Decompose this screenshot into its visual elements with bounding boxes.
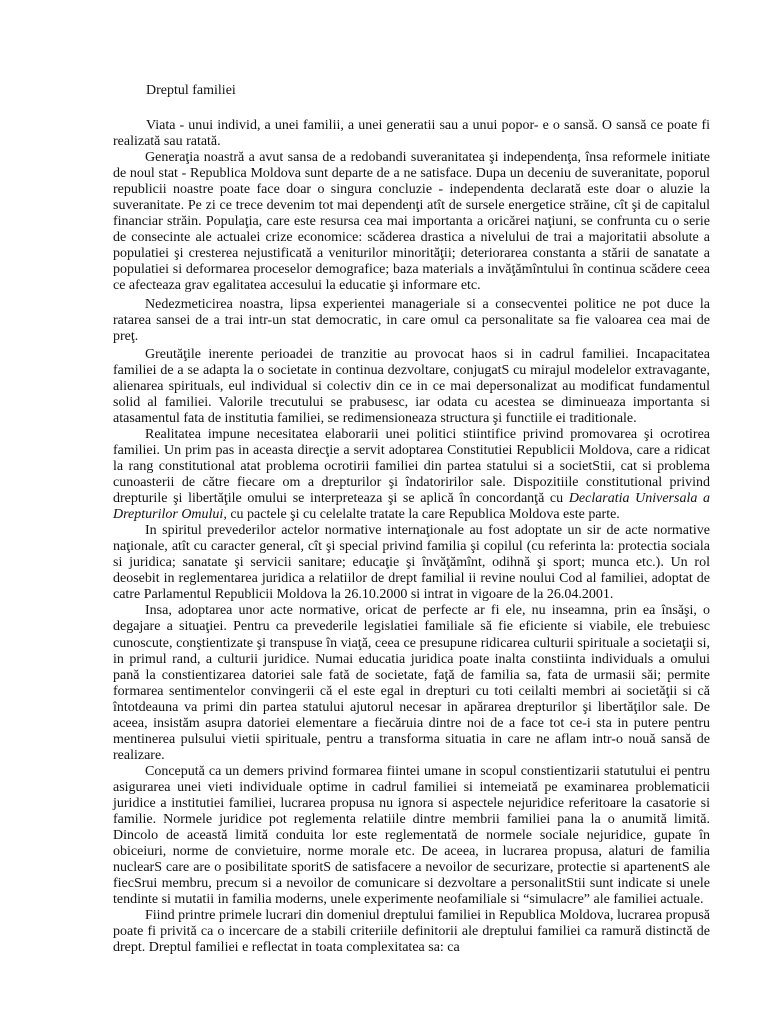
paragraph: Fiind printre primele lucrari din domeniul dreptului familiei in Republica Moldova, lucrarea propusă poate fi privită ca o incercare de a stabili criteriile definitorii ale dreptului familiei ca ramură distinctă de drept. Dreptul familiei e reflectat in toata complexitatea sa: ca xyxy=(113,908,710,956)
paragraph: Generaţia noastră a avut sansa de a redobandi suveranitatea şi independenţa, însa reformele initiate de noul stat - Republica Moldova sunt departe de a ne satisface. Dupa un deceniu de suveranitate, poporul republicii noastre poate face doar o singura concluzie - independenta declarată este doar o aluzie la suveranitate. Pe zi ce trece devenim tot mai dependenţi atît de sursele energetice străine, cît şi de capitalul financiar străin. Populaţia, care este resursa cea mai importanta a oricărei naţiuni, se confrunta cu o serie de consecinte ale actualei crize economice: scăderea drastica a nivelului de trai a majoritatii absolute a populatiei şi cresterea nejustificată a veniturilor minorităţii; deteriorarea constanta a stării de sanatate a populatiei si deformarea proceselor demografice; baza materials a invăţămîntului în continua scădere ceea ce afecteaza grav egalitatea accesului la educatie şi informare etc. xyxy=(113,150,710,294)
paragraph: Nedezmeticirea noastra, lipsa experientei manageriale si a consecventei politice ne pot duce la ratarea sansei de a trai intr-un stat democratic, in care omul ca personalitate sa fie valoarea cea mai de preţ. xyxy=(113,296,710,344)
document-body xyxy=(113,118,710,956)
paragraph: Concepută ca un demers privind formarea fiintei umane in scopul constientizarii statutului ei pentru asigurarea unei vieti individuale optime in cadrul familiei si intemeiată pe examinarea problematicii juridice a institutiei familiei, lucrarea propusa nu ignora si aspectele nejuridice referitoare la casatorie si familie. Normele juridice pot reglementa relatiile dintre membrii familiei pana la o anumită limită. Dincolo de această limită conduita lor este reglementată de normele sociale nejuridice, gupate în obiceiuri, norme de convietuire, norme morale etc. De aceea, in lucrarea propusa, alaturi de familia nuclearS care are o posibilitate sporitS de satisfacere a nevoilor de securizare, protectie si apartenentS ale fiecSrui membru, precum si a nevoilor de comunicare si dezvoltare a personalitStii sunt indicate si unele tendinte si mutatii in familia moderns, unele experimente neofamiliale si “simulacre” ale familiei actuale. xyxy=(113,763,710,908)
document-title: Dreptul familiei xyxy=(146,83,236,98)
declaration-title: Declaratia Universala a Drepturilor Omului, xyxy=(113,491,710,523)
paragraph: In spiritul prevederilor actelor normative internaţionale au fost adoptate un sir de acte normative naţionale, atît cu caracter general, cît şi special privind familia şi copilul (cu referinta la: protectia sociala si juridica; sanatate şi servicii sanitare; educaţie şi învăţămînt, odihnă şi sport; munca etc.). Un rol deosebit in reglementarea juridica a relatiilor de drept familial ii revine noului Cod al familiei, adoptat de catre Parlamentul Republicii Moldova la 26.10.2000 si intrat in vigoare de la 26.04.2001. xyxy=(113,523,710,603)
paragraph: Viata - unui individ, a unei familii, a unei generatii sau a unui popor- e o sansă. O sansă ce poate fi realizată sau ratată. xyxy=(113,118,710,150)
paragraph-text: Realitatea impune necesitatea elaborarii unei politici stiintifice privind promovarea şi ocrotirea familiei. Un prim pas in aceasta direcţie a servit adoptarea Constitutiei Republicii Moldova, care a ridicat la rang constitutional atat problema ocrotirii familiei din partea statului si a societStii, cat si problema cunoasterii de către fiecare om a drepturilor şi îndatoririlor sale. Dispozitiile constitutional privind drepturile şi libertăţile omului se interpreteaza şi se aplică în concordanţă cu xyxy=(113,426,710,507)
paragraph: Insa, adoptarea unor acte normative, oricat de perfecte ar fi ele, nu inseamna, prin ea însăşi, o degajare a situaţiei. Pentru ca prevederile legislatiei familiale să fie eficiente si viabile, ele trebuiesc cunoscute, conştientizate şi transpuse în viaţă, ceea ce presupune ridicarea culturii spirituale a societaţii si, in primul rand, a culturii juridice. Numai educatia juridica poate inalta constiinta individuals a omului pană la constientizarea datoriei sale fată de societate, faţă de familia sa, fata de urmasii săi; permite formarea sentimentelor convingerii că el este egal in drepturi cu toti ceilalti membri ai societăţii si că întotdeauna va primi din partea statului ajutorul necesar in apărarea drepturilor şi libertăţilor sale. De aceea, insistăm asupra datoriei elementare a fiecăruia dintre noi de a face tot ce-i sta in putere pentru mentinerea pulsului vietii spirituale, pentru a transforma situatia in care ne aflam intr-o nouă sansă de realizare. xyxy=(113,603,710,763)
paragraph: Greutăţile inerente perioadei de tranzitie au provocat haos si in cadrul familiei. Incapacitatea familiei de a se adapta la o societate in continua dezvoltare, conjugatS cu mirajul modelelor extravagante, alienarea spirituals, eul individual si colectiv din ce in ce mai depersonalizat au modificat fundamentul solid al familiei. Valorile trecutului se prabusesc, iar odata cu acestea se diminueaza importanta si atasamentul fata de institutia familiei, se redimensioneaza structura şi functiile ei traditionale. xyxy=(113,346,710,426)
paragraph-text: cu pactele şi cu celelalte tratate la care Republica Moldova este parte. xyxy=(230,507,620,523)
paragraph xyxy=(113,427,710,523)
